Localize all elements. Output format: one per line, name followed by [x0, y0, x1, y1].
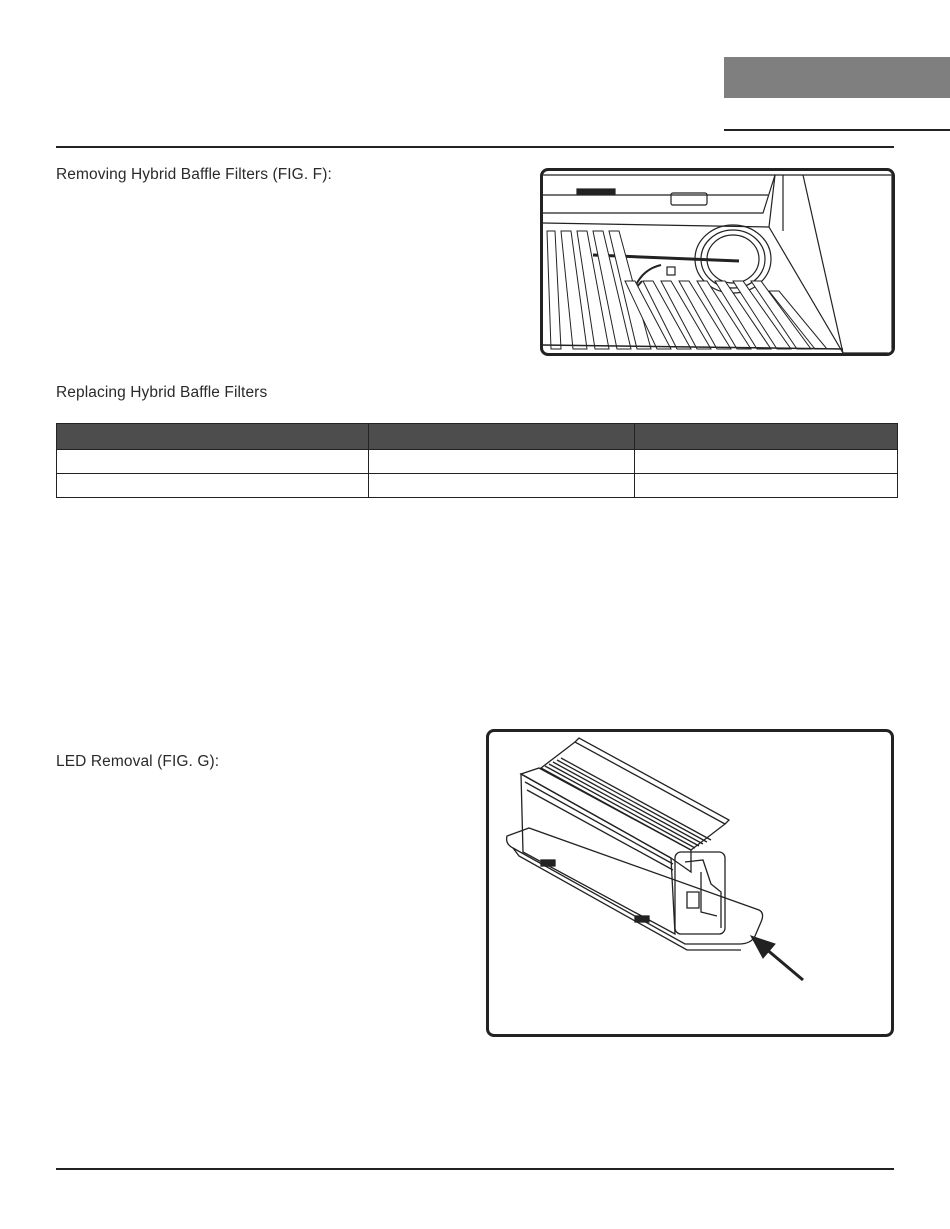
- section-tab: [724, 57, 950, 98]
- removing-filters-heading: Removing Hybrid Baffle Filters (FIG. F):: [56, 166, 332, 183]
- table-cell: [57, 474, 369, 498]
- filter-table-header-row: [57, 424, 898, 450]
- table-cell: [635, 450, 898, 474]
- table-cell: [635, 474, 898, 498]
- filter-table-header-cell: [57, 424, 369, 450]
- top-divider: [56, 146, 894, 148]
- baffle-slats: [547, 231, 827, 349]
- led-module-illustration: [489, 732, 891, 1034]
- table-row: [57, 474, 898, 498]
- table-cell: [369, 450, 635, 474]
- table-cell: [57, 450, 369, 474]
- filter-table: [56, 423, 898, 498]
- range-hood-illustration: [543, 171, 892, 353]
- table-cell: [369, 474, 635, 498]
- replacing-filters-heading: Replacing Hybrid Baffle Filters: [56, 384, 268, 401]
- arrow-icon: [751, 936, 803, 980]
- figure-f: [540, 168, 895, 356]
- filter-table-header-cell: [369, 424, 635, 450]
- table-row: [57, 450, 898, 474]
- led-removal-heading: LED Removal (FIG. G):: [56, 753, 220, 770]
- bottom-divider: [56, 1168, 894, 1170]
- figure-g: [486, 729, 894, 1037]
- tab-underline: [724, 129, 950, 131]
- filter-table-header-cell: [635, 424, 898, 450]
